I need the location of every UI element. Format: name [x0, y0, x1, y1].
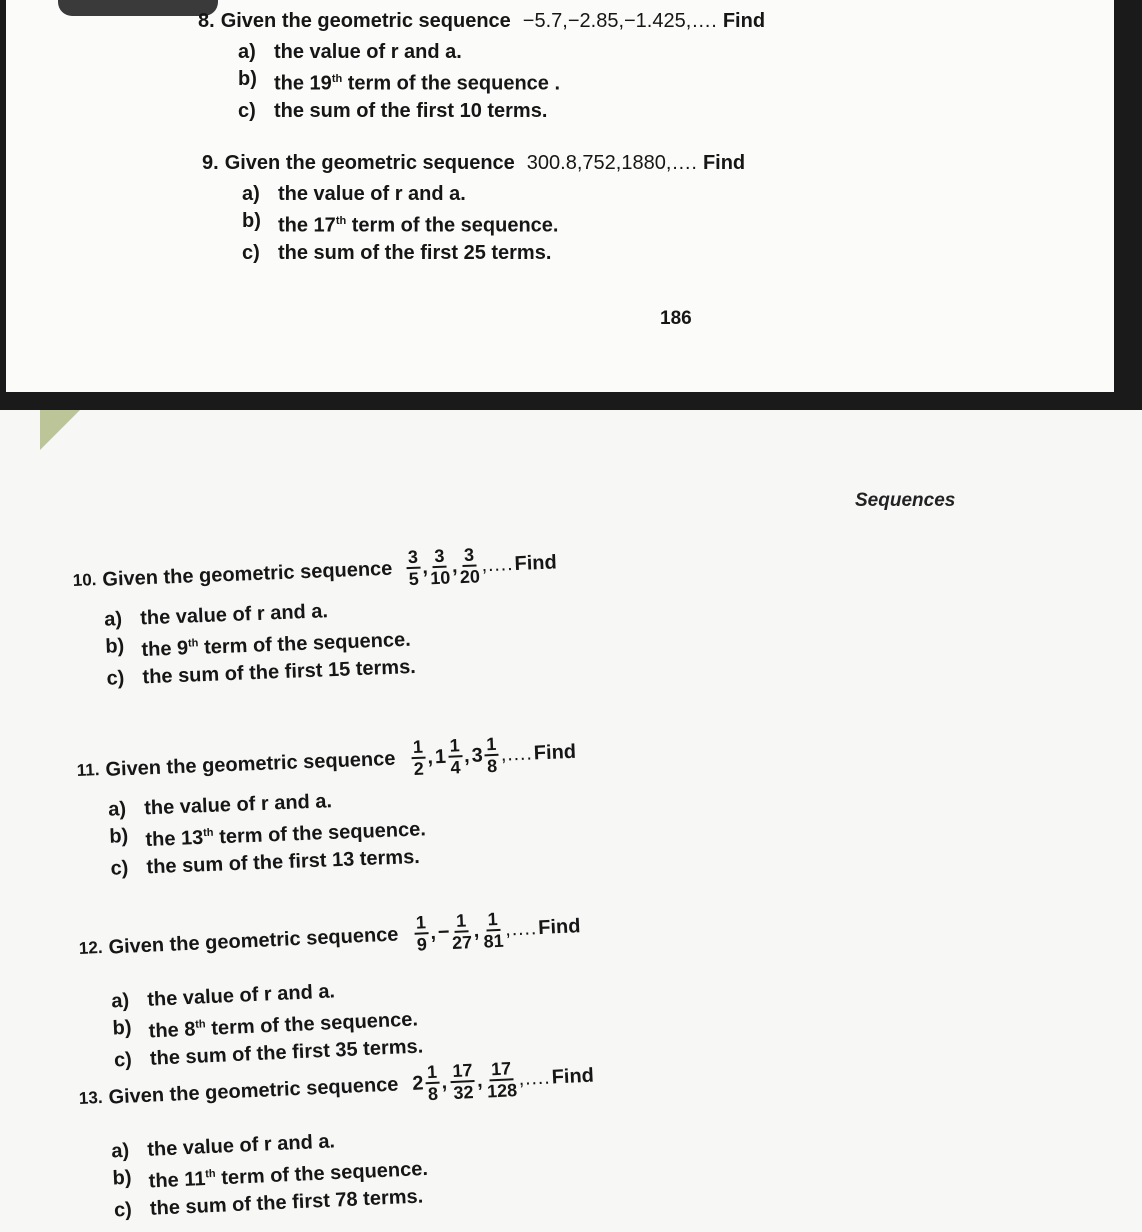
list-item: a) the value of r and a. [107, 790, 333, 821]
find-label: Find [533, 740, 577, 764]
list-item: b) the 11th term of the sequence. [112, 1157, 429, 1193]
question-stem: Given the geometric sequence [108, 1072, 399, 1109]
question-stem: Given the geometric sequence [220, 10, 511, 32]
question-number: 11. [76, 760, 100, 780]
sequence: $\frac{1}{2}$ , 1 $\frac{1}{4}$ , 3 $\frac{1}{8}$ ,…. Find [412, 733, 577, 780]
list-item: c) the sum of the first 78 terms. [113, 1185, 424, 1222]
list-item: b) the 9th term of the sequence. [104, 628, 412, 662]
question-number: 13. [78, 1087, 103, 1108]
list-item: c) the sum of the first 15 terms. [106, 655, 417, 690]
sequence: −5.7,−2.85,−1.425,…. [522, 10, 717, 32]
list-item: b) the 19th term of the sequence . [238, 68, 561, 95]
list-item: a) the value of r and a. [242, 183, 466, 205]
question-number: 9. [202, 152, 219, 174]
sequence: 300.8,752,1880,…. [526, 152, 697, 174]
list-item: b) the 17th term of the sequence. [242, 210, 559, 237]
question-11 [76, 731, 580, 884]
find-label: Find [702, 152, 746, 174]
page-number: 186 [660, 308, 692, 329]
question-number: 8. [198, 10, 215, 32]
question-number: 10. [72, 570, 97, 590]
find-label: Find [537, 914, 581, 939]
list-item: a) the value of r and a. [238, 41, 462, 63]
question-stem: Given the geometric sequence [224, 152, 515, 174]
list-item: a) the value of r and a. [110, 980, 336, 1013]
sequence: $\frac{3}{5}$ , $\frac{3}{10}$ , $\frac{3}{20}$ ,…. Find [407, 544, 558, 590]
question-13 [78, 1055, 600, 1226]
question-12 [78, 905, 586, 1075]
list-item: a) the value of r and a. [103, 600, 329, 631]
question-stem: Given the geometric sequence [108, 922, 399, 959]
question-10 [72, 541, 561, 693]
list-item: c) the sum of the first 13 terms. [110, 845, 421, 880]
find-label: Find [514, 550, 558, 575]
sequence: $\frac{1}{9}$ , − $\frac{1}{27}$ , $\frac{1}{81}$ ,…. Find [415, 908, 581, 955]
running-header: Sequences [855, 490, 956, 511]
question-8 [198, 10, 765, 125]
question-9 [202, 152, 745, 267]
find-label: Find [722, 10, 766, 32]
sequence: 2 $\frac{1}{8}$ , $\frac{17}{32}$ , $\frac{17}{128}$ ,…. Find [411, 1058, 595, 1105]
list-item: c) the sum of the first 25 terms. [242, 241, 552, 264]
list-item: c) the sum of the first 10 terms. [238, 99, 548, 122]
window-tab-shadow [58, 0, 218, 16]
list-item: b) the 8th term of the sequence. [112, 1008, 419, 1043]
list-item: b) the 13th term of the sequence. [108, 818, 427, 852]
question-number: 12. [78, 937, 103, 958]
page-corner-fold [40, 410, 80, 450]
question-stem: Given the geometric sequence [105, 747, 396, 781]
list-item: a) the value of r and a. [110, 1130, 336, 1163]
question-stem: Given the geometric sequence [101, 557, 393, 591]
find-label: Find [551, 1064, 595, 1089]
list-item: c) the sum of the first 35 terms. [113, 1035, 424, 1072]
